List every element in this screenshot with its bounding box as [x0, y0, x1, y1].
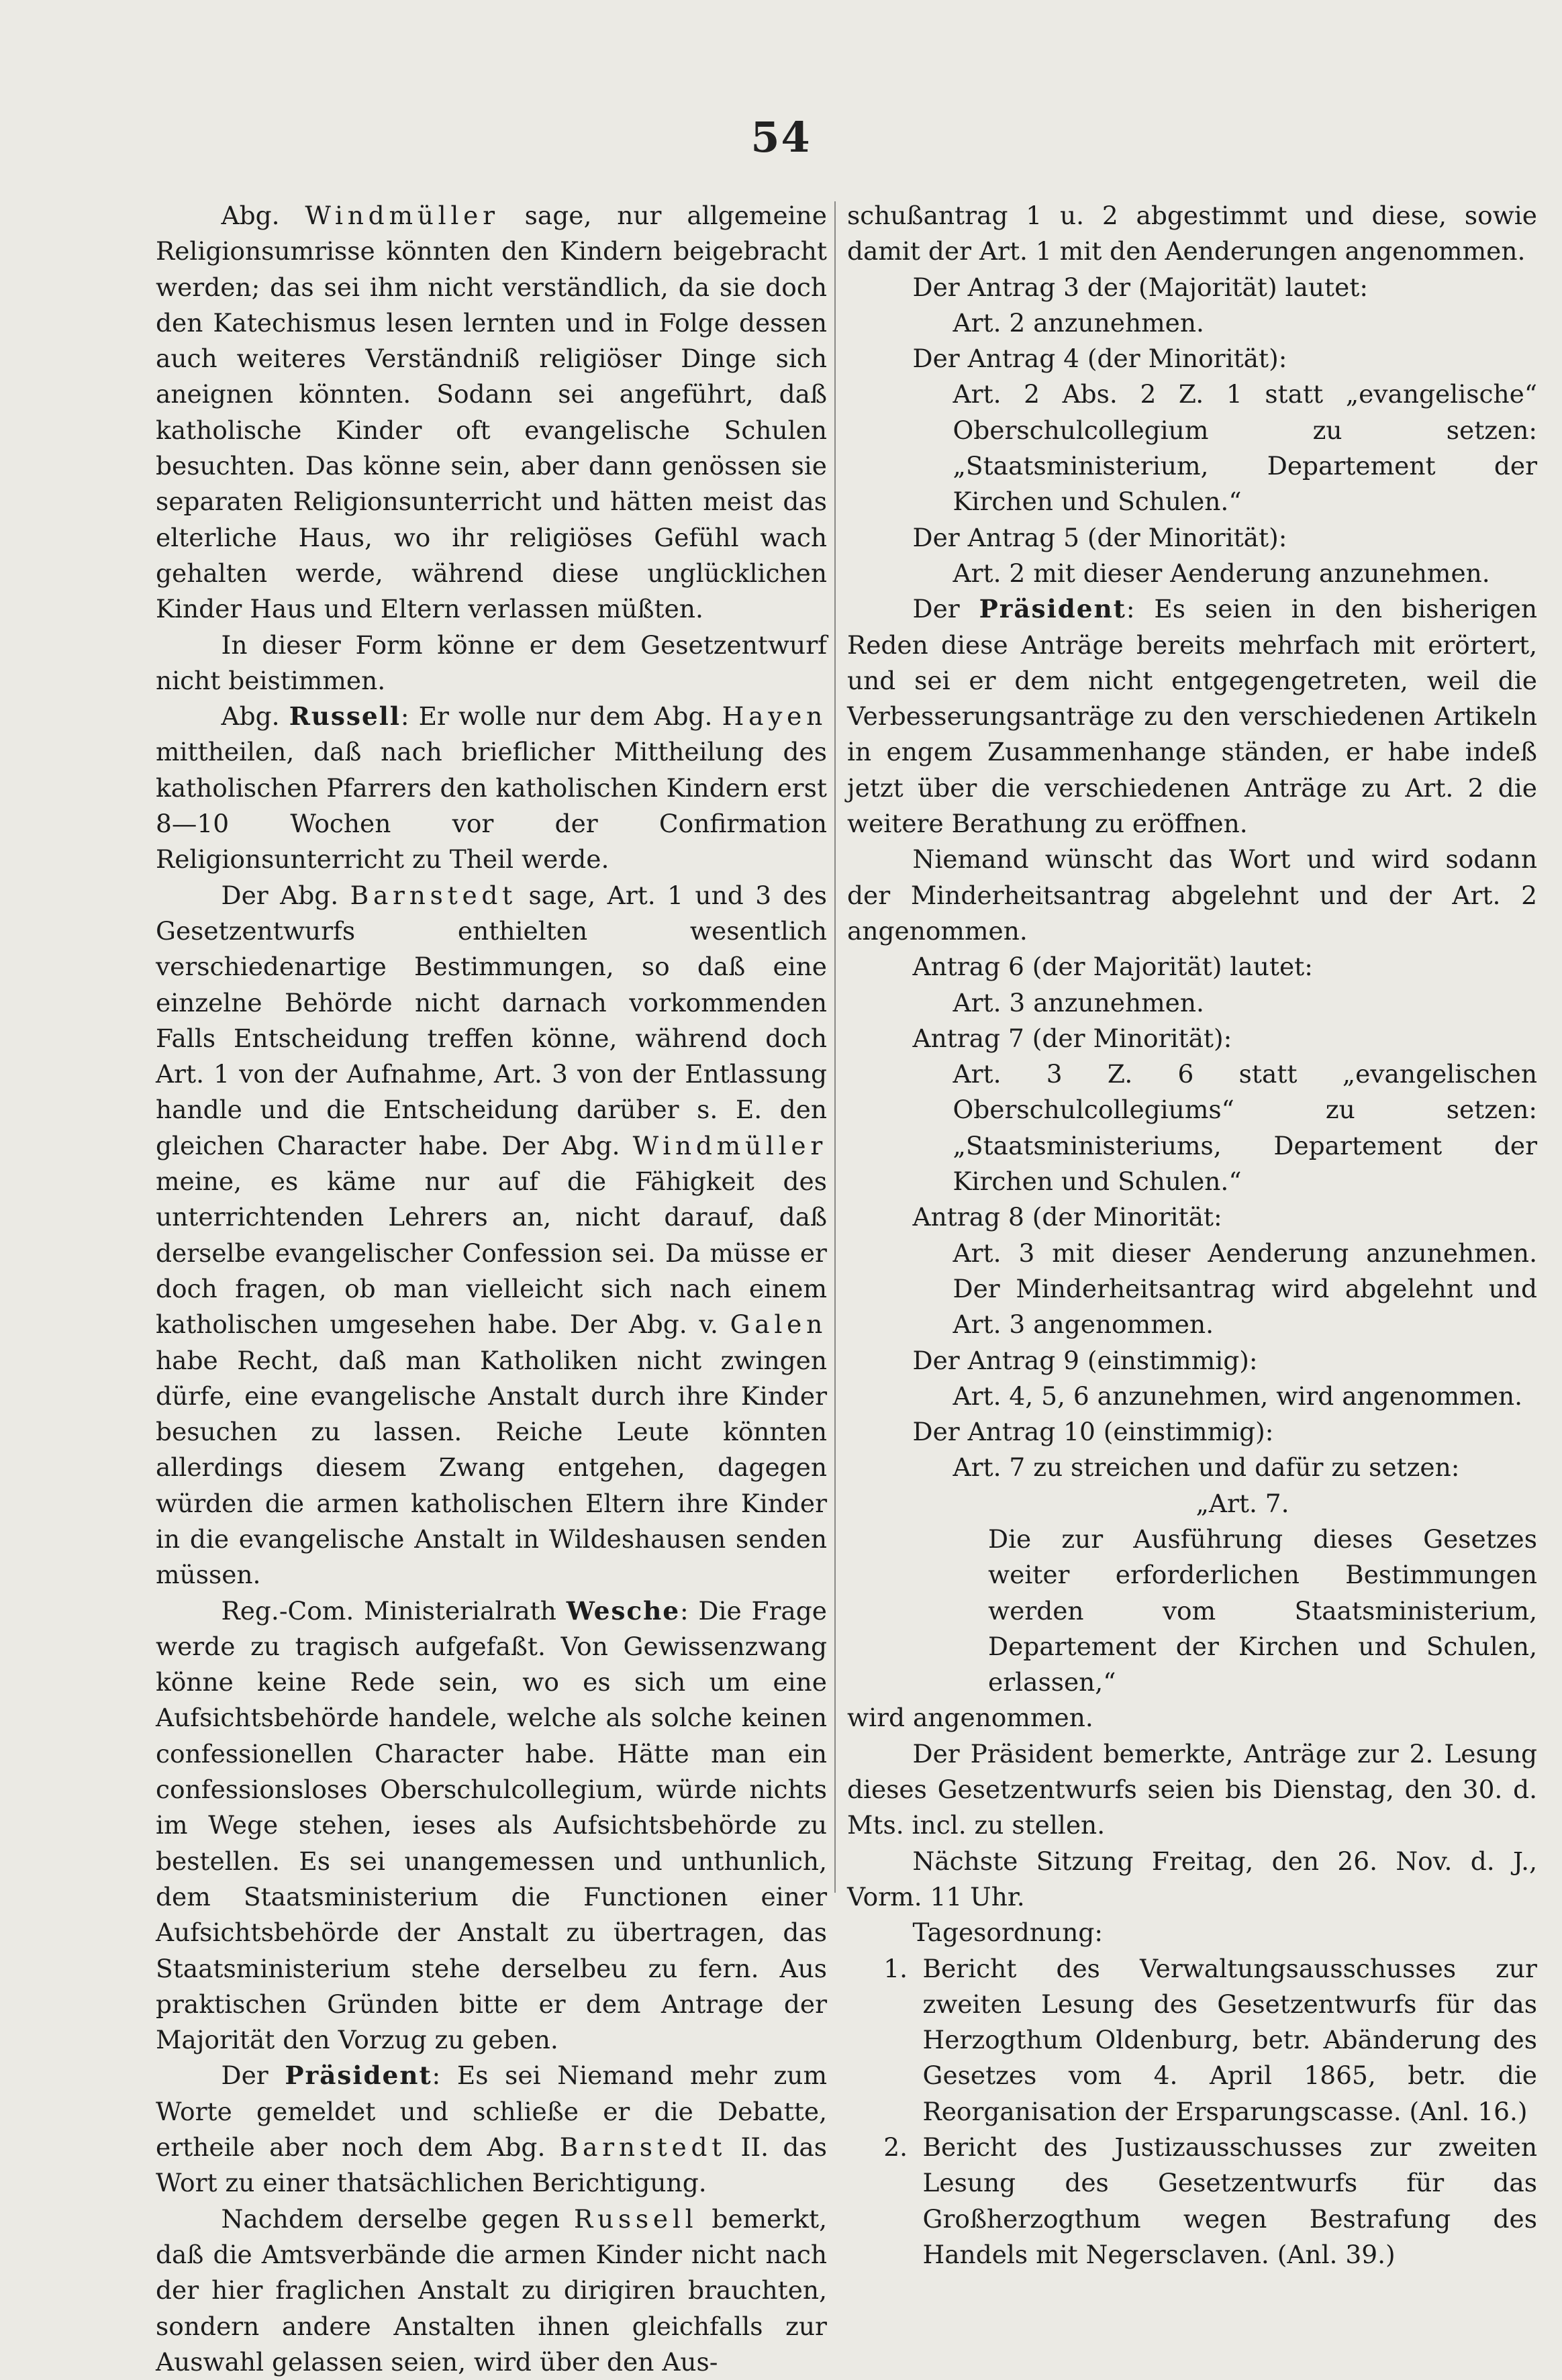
right-paragraph-20: „Art. 7.	[1195, 1488, 1289, 1518]
right-paragraph-14: Antrag 8 (der Minorität:	[912, 1202, 1222, 1232]
left-paragraph-1: Abg. Windmüller sage, nur allgemeine Religionsumrisse könnten den Kindern beigebracht werden; das sei ihm nicht verständlich, da sie doch den Katechismus lesen lernten und in Folge dessen auch weiteres Verständniß religiöser Dinge sich aneignen könnten. Sodann sei angeführt, daß katholische Kinder oft evangelische Schulen besuchten. Das könne sein, aber dann genössen sie separaten Religionsunterricht und hätten meist das elterliche Haus, wo ihr religiöses Gefühl wach gehalten werde, während diese unglücklichen Kinder Haus und Eltern verlassen müßten.	[156, 201, 827, 624]
left-paragraph-3: Abg. Russell: Er wolle nur dem Abg. Hayen mittheilen, daß nach brieflicher Mittheilung des katholischen Pfarrers den katholischen Kindern erst 8—10 Wochen vor der Confirmation Religionsunterricht zu Theil werde.	[156, 701, 827, 875]
agenda-item-text: Bericht des Verwaltungsausschusses zur zweiten Lesung des Gesetzentwurfs für das Herzogthum Oldenburg, betr. Abänderung des Gesetzes vom 4. April 1865, betr. die Reorganisation der Ersparungscasse. (Anl. 16.)	[922, 1953, 1537, 2126]
right-paragraph-4: Der Antrag 4 (der Minorität):	[912, 344, 1287, 374]
agenda-item-text: Bericht des Justizausschusses zur zweiten Lesung des Gesetzentwurfs für das Großherzogthum wegen Bestrafung des Handels mit Negersclaven. (Anl. 39.)	[922, 2132, 1537, 2269]
right-paragraph-23: Der Präsident bemerkte, Anträge zur 2. Lesung dieses Gesetzentwurfs seien bis Dienstag, den 30. d. Mts. incl. zu stellen.	[847, 1738, 1537, 1840]
right-paragraph-18: Der Antrag 10 (einstimmig):	[912, 1417, 1274, 1447]
left-column	[156, 198, 827, 2380]
left-paragraph-7: Nachdem derselbe gegen Russell bemerkt, daß die Amtsverbände die armen Kinder nicht nach der hier fraglichen Anstalt zu dirigiren brauchten, sondern andere Anstalten ihnen gleichfalls zur Auswahl gelassen seien, wird über den Aus-	[156, 2203, 828, 2377]
right-paragraph-1: schußantrag 1 u. 2 abgestimmt und diese, sowie damit der Art. 1 mit den Aenderungen angenommen.	[847, 201, 1537, 266]
right-paragraph-3: Art. 2 anzunehmen.	[953, 307, 1204, 338]
right-paragraph-12: Antrag 7 (der Minorität):	[912, 1023, 1232, 1053]
left-paragraph-5: Reg.-Com. Ministerialrath Wesche: Die Frage werde zu tragisch aufgefaßt. Von Gewissenzwang könne keine Rede sein, wo es sich um eine Aufsichtsbehörde handele, welche als solche keinen confessionellen Character habe. Hätte man ein confessionsloses Oberschulcollegium, würde nichts im Wege stehen, ieses als Aufsichtsbehörde zu bestellen. Es sei unangemessen und unthunlich, dem Staatsministerium die Functionen einer Aufsichtsbehörde der Anstalt zu übertragen, das Staatsministerium stehe derselbeu zu fern. Aus praktischen Gründen bitte er dem Antrage der Majorität den Vorzug zu geben.	[156, 1595, 827, 2055]
right-paragraph-11: Art. 3 anzunehmen.	[953, 987, 1204, 1018]
agenda-item-number: 2.	[883, 2132, 908, 2163]
right-paragraph-21: Die zur Ausführung dieses Gesetzes weiter erforderlichen Bestimmungen werden vom Staatsministerium, Departement der Kirchen und Schulen, erlassen,“	[988, 1524, 1537, 1697]
page-number: 54	[750, 113, 812, 162]
agenda-item-1	[847, 1951, 1537, 2130]
right-paragraph-25: Tagesordnung:	[912, 1918, 1104, 1948]
left-paragraph-2: In dieser Form könne er dem Gesetzentwurf nicht beistimmen.	[156, 630, 827, 695]
right-paragraph-16: Der Antrag 9 (einstimmig):	[912, 1345, 1258, 1375]
agenda-item-number: 1.	[883, 1953, 908, 1983]
right-paragraph-8: Der Präsident: Es seien in den bisherigen Reden diese Anträge bereits mehrfach mit erörtert, und sei er dem nicht entgegengetreten, weil die Verbesserungsanträge zu den verschiedenen Artikeln in engem Zusammenhange ständen, er habe indeß jetzt über die verschiedenen Anträge zu Art. 2 die weitere Berathung zu eröffnen.	[847, 594, 1537, 839]
right-paragraph-22: wird angenommen.	[847, 1703, 1093, 1733]
right-paragraph-19: Art. 7 zu streichen und dafür zu setzen:	[953, 1452, 1460, 1483]
right-paragraph-6: Der Antrag 5 (der Minorität):	[912, 522, 1287, 552]
right-paragraph-15: Art. 3 mit dieser Aenderung anzunehmen. Der Minderheitsantrag wird abgelehnt und Art. 3 angenommen.	[953, 1238, 1537, 1340]
right-paragraph-24: Nächste Sitzung Freitag, den 26. Nov. d. J., Vorm. 11 Uhr.	[847, 1846, 1537, 1912]
left-paragraph-6: Der Präsident: Es sei Niemand mehr zum Worte gemeldet und schließe er die Debatte, ertheile aber noch dem Abg. Barnstedt II. das Wort zu einer thatsächlichen Berichtigung.	[156, 2061, 827, 2198]
right-paragraph-9: Niemand wünscht das Wort und wird sodann der Minderheitsantrag abgelehnt und der Art. 2 angenommen.	[847, 844, 1537, 946]
right-paragraph-10: Antrag 6 (der Majorität) lautet:	[912, 952, 1313, 982]
right-paragraph-2: Der Antrag 3 der (Majorität) lautet:	[912, 272, 1368, 302]
right-column	[847, 198, 1537, 2273]
right-paragraph-17: Art. 4, 5, 6 anzunehmen, wird angenommen.	[953, 1381, 1523, 1411]
right-paragraph-7: Art. 2 mit dieser Aenderung anzunehmen.	[953, 558, 1490, 588]
right-paragraph-5: Art. 2 Abs. 2 Z. 1 statt „evangelische“ Oberschulcollegium zu setzen: „Staatsministerium, Departement der Kirchen und Schulen.“	[953, 379, 1537, 517]
column-divider	[834, 201, 836, 1893]
left-paragraph-4: Der Abg. Barnstedt sage, Art. 1 und 3 des Gesetzentwurfs enthielten wesentlich verschiedenartige Bestimmungen, so daß eine einzelne Behörde nicht darnach vorkommenden Falls Entscheidung treffen könne, während doch Art. 1 von der Aufnahme, Art. 3 von der Entlassung handle und die Entscheidung darüber s. E. den gleichen Character habe. Der Abg. Windmüller meine, es käme nur auf die Fähigkeit des unterrichtenden Lehrers an, nicht darauf, daß derselbe evangelischer Confession sei. Da müsse er doch fragen, ob man vielleicht sich nach einem katholischen umgesehen habe. Der Abg. v. Galen habe Recht, daß man Katholiken nicht zwingen dürfe, eine evangelische Anstalt durch ihre Kinder besuchen zu lassen. Reiche Leute könnten allerdings diesem Zwang entgehen, dagegen würden die armen katholischen Eltern ihre Kinder in die evangelische Anstalt in Wildeshausen senden müssen.	[156, 880, 827, 1590]
right-paragraph-13: Art. 3 Z. 6 statt „evangelischen Oberschulcollegiums“ zu setzen: „Staatsministeriums, Departement der Kirchen und Schulen.“	[953, 1059, 1537, 1197]
agenda-item-2	[847, 2130, 1537, 2273]
